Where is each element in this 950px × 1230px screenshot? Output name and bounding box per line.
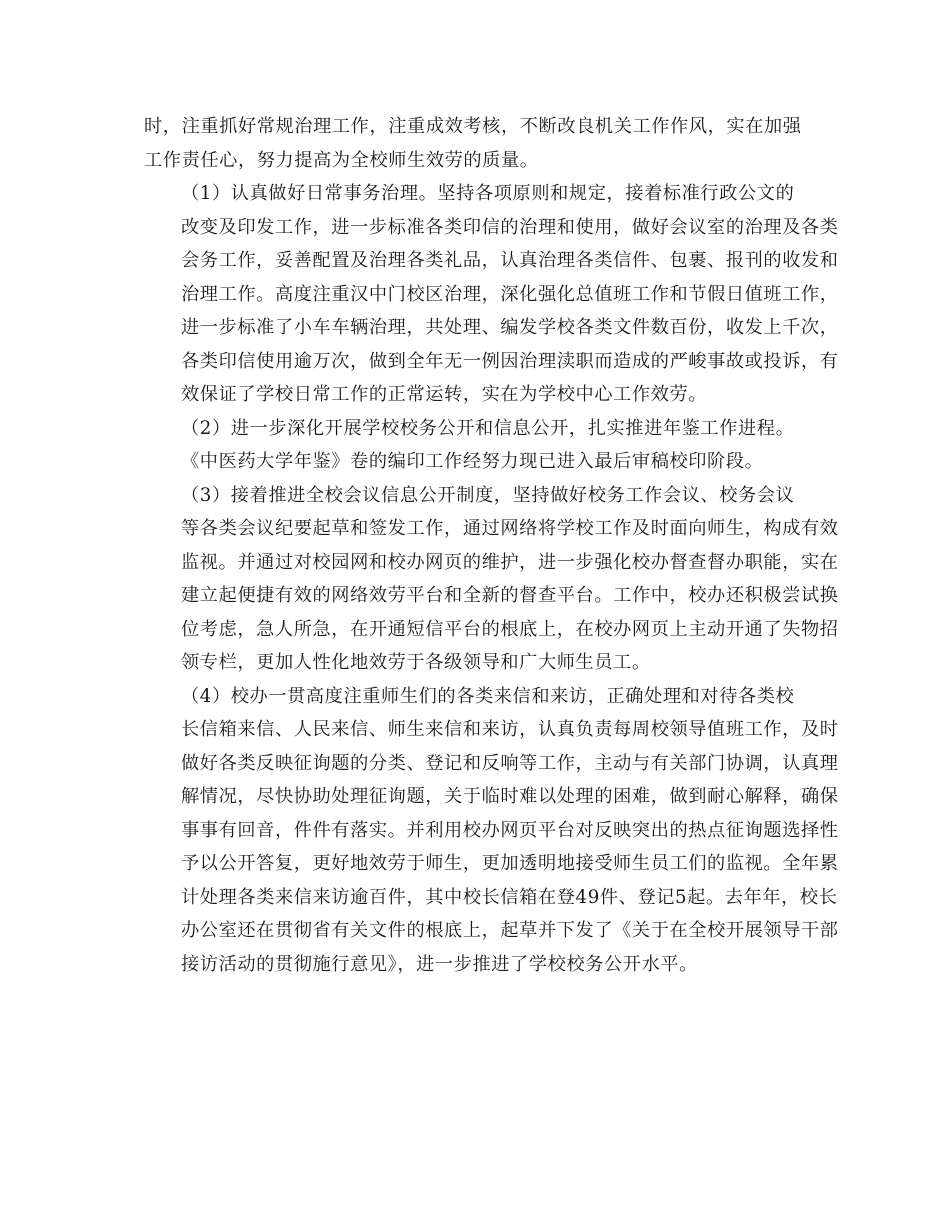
document-body — [144, 110, 839, 981]
text-line: 时，注重抓好常规治理工作，注重成效考核，不断改良机关工作作风，实在加强 — [144, 116, 802, 137]
text-line: （3）接着推进全校会议信息公开制度，坚持做好校务工作会议、校务会议 — [181, 484, 795, 506]
text-line: 改变及印发工作，进一步标准各类印信的治理和使用，做好会议室的治理及各类 — [181, 216, 839, 238]
text-line: 工作责任心，努力提高为全校师生效劳的质量。 — [144, 149, 539, 171]
text-line: 事事有回音，件件有落实。并利用校办网页平台对反映突出的热点征询题选择性 — [181, 819, 839, 841]
text-line: （4）校办一贯高度注重师生们的各类来信和来访，正确处理和对待各类校 — [181, 685, 795, 707]
text-line: 会务工作，妥善配置及治理各类礼品，认真治理各类信件、包裹、报刊的收发和 — [181, 250, 839, 271]
text-line: 《中医药大学年鉴》卷的编印工作经努力现已进入最后审稿校印阶段。 — [181, 451, 764, 472]
text-line: 位考虑，急人所急，在开通短信平台的根底上，在校办网页上主动开通了失物招 — [181, 618, 839, 640]
paragraph-continuation — [144, 110, 808, 177]
text-line: 治理工作。高度注重汉中门校区治理，深化强化总值班工作和节假日值班工作， — [181, 283, 839, 305]
paragraph-affairs-disclosure — [144, 412, 808, 479]
text-line: 予以公开答复，更好地效劳于师生，更加透明地接受师生员工们的监视。全年累 — [181, 853, 839, 874]
text-line: 长信箱来信、人民来信、师生来信和来访，认真负责每周校领导值班工作，及时 — [181, 719, 839, 740]
paragraph-meeting-disclosure — [144, 479, 839, 680]
text-line: （2）进一步深化开展学校校务公开和信息公开，扎实推进年鉴工作进程。 — [181, 417, 795, 439]
text-line: 办公室还在贯彻省有关文件的根底上，起草并下发了《关于在全校开展领导干部 — [181, 920, 839, 941]
text-line: 计处理各类来信来访逾百件，其中校长信箱在登49件、登记5起。去年年，校长 — [181, 886, 838, 908]
text-line: 等各类会议纪要起草和签发工作，通过网络将学校工作及时面向师生，构成有效 — [181, 518, 839, 539]
text-line: （1）认真做好日常事务治理。坚持各项原则和规定，接着标准行政公文的 — [181, 183, 795, 204]
paragraph-letters-visits — [144, 680, 839, 982]
text-line: 进一步标准了小车车辆治理，共处理、编发学校各类文件数百份，收发上千次， — [181, 317, 839, 338]
text-line: 做好各类反映征询题的分类、登记和反响等工作，主动与有关部门协调，认真理 — [181, 752, 839, 774]
text-line: 领专栏，更加人性化地效劳于各级领导和广大师生员工。 — [181, 652, 651, 673]
text-line: 各类印信使用逾万次，做到全年无一例因治理渎职而造成的严峻事故或投诉，有 — [181, 350, 839, 372]
text-line: 效保证了学校日常工作的正常运转，实在为学校中心工作效劳。 — [181, 384, 708, 405]
text-line: 解情况，尽快协助处理征询题，关于临时难以处理的困难，做到耐心解释，确保 — [181, 786, 839, 807]
text-line: 监视。并通过对校园网和校办网页的维护，进一步强化校办督查督办职能，实在 — [181, 551, 839, 573]
text-line: 建立起便捷有效的网络效劳平台和全新的督查平台。工作中，校办还积极尝试换 — [181, 585, 839, 606]
paragraph-daily-affairs — [144, 177, 839, 412]
text-line: 接访活动的贯彻施行意见》，进一步推进了学校校务公开水平。 — [181, 953, 698, 975]
